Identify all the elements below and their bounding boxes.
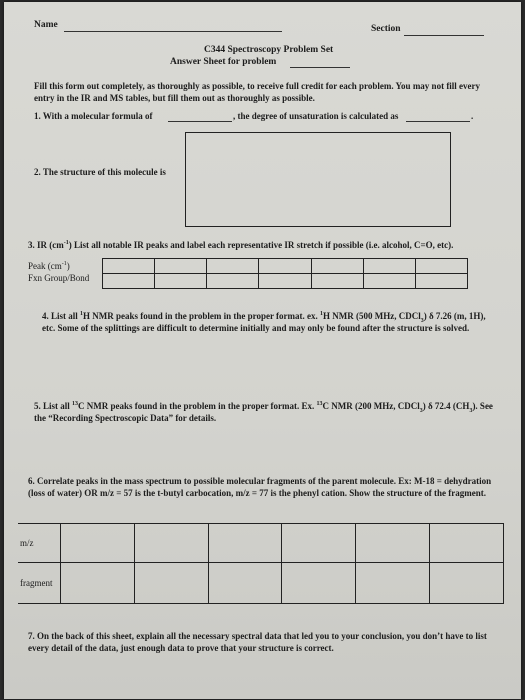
ms-fragment-cell[interactable] [61,563,135,604]
ms-fragment-cell[interactable] [356,563,430,604]
structure-box[interactable] [185,132,451,227]
ms-fragment-cell[interactable] [208,563,282,604]
ir-fxn-cell[interactable] [103,274,155,289]
q6-text: 6. Correlate peaks in the mass spectrum to possible molecular fragments of the parent molecule. Ex: M-18 = dehydration (loss of water) OR m/z = 57 is the t-butyl carbocation, m/z = 77 is the phenyl cation. Show the structure of the fragment. [28,476,492,498]
q1-text-a: 1. With a molecular formula of [34,111,153,121]
ir-peak-row-label: Peak $(cm^{-1})$ [28,261,70,271]
answer-sheet [4,2,521,699]
ir-fxn-cell[interactable] [415,274,467,289]
ir-fxn-cell[interactable] [363,274,415,289]
ms-mz-cell[interactable] [282,524,356,563]
ms-fragment-cell[interactable] [282,563,356,604]
h-nmr-answer-area[interactable] [34,352,494,392]
ir-peak-cell[interactable] [155,259,207,274]
ms-mz-cell[interactable] [61,524,135,563]
ms-mz-row-label: m/z [18,524,61,563]
ms-mz-cell[interactable] [430,524,504,563]
ir-fxn-cell[interactable] [259,274,311,289]
section-label: Section [371,24,401,34]
ms-fragment-cell[interactable] [430,563,504,604]
ir-fxn-cell[interactable] [207,274,259,289]
problem-number-field[interactable] [290,67,350,68]
ms-fragment-row-label: fragment [18,563,61,604]
c-nmr-answer-area[interactable] [34,430,494,465]
q5-text: 5. List all $^{13}$C NMR peaks found in the problem in the proper format. Ex. $^{13}$C NMR (200 MHz, CDCl$_3$) δ 72.4 $(CH_3)$. See the “Recording Spectroscopic Data” for details. [34,401,493,423]
q3-text: 3. IR $(cm^{-1})$ List all notable IR peaks and label each representative IR stretch if possible (i.e. alcohol, C=O, etc). [28,240,454,250]
ms-fragment-cell[interactable] [134,563,208,604]
ir-fxn-group-row-label: Fxn Group/Bond [28,273,90,283]
name-field[interactable] [64,31,282,32]
q7-text: 7. On the back of this sheet, explain all the necessary spectral data that led you to your conclusion, you don’t have to list every detail of the data, just enough data to prove that your structure is correct. [28,631,487,653]
ir-table [102,258,468,289]
q2-text: 2. The structure of this molecule is [34,167,166,177]
ms-mz-cell[interactable] [356,524,430,563]
ms-mz-cell[interactable] [208,524,282,563]
ir-fxn-cell[interactable] [155,274,207,289]
ir-peak-cell[interactable] [311,259,363,274]
q4-text: 4. List all $^1$H NMR peaks found in the problem in the proper format. ex. $^1$H NMR (500 MHz, CDCl$_3$) δ 7.26 (m, 1H), etc. Some of the splittings are difficult to determine initially and may only be found after the structure is solved. [42,311,486,333]
answer-sheet-label: Answer Sheet for problem [170,57,277,67]
ir-peak-cell[interactable] [415,259,467,274]
name-label: Name [34,20,58,30]
instructions: Fill this form out completely, as thoroughly as possible, to receive full credit for each problem. You may not fill every entry in the IR and MS tables, but fill them out as thoroughly as possible. [34,81,481,103]
q1-text-b: , the degree of unsaturation is calculated as [233,111,399,121]
ir-peak-cell[interactable] [207,259,259,274]
molecular-formula-field[interactable] [168,121,232,122]
ms-table [18,523,504,604]
ir-peak-cell[interactable] [103,259,155,274]
section-field[interactable] [404,35,484,36]
ir-fxn-cell[interactable] [311,274,363,289]
q1-text-c: . [471,111,474,121]
ir-peak-cell[interactable] [363,259,415,274]
ir-peak-cell[interactable] [259,259,311,274]
course-title: C344 Spectroscopy Problem Set [204,45,334,55]
ms-mz-cell[interactable] [134,524,208,563]
degree-unsaturation-field[interactable] [406,121,470,122]
